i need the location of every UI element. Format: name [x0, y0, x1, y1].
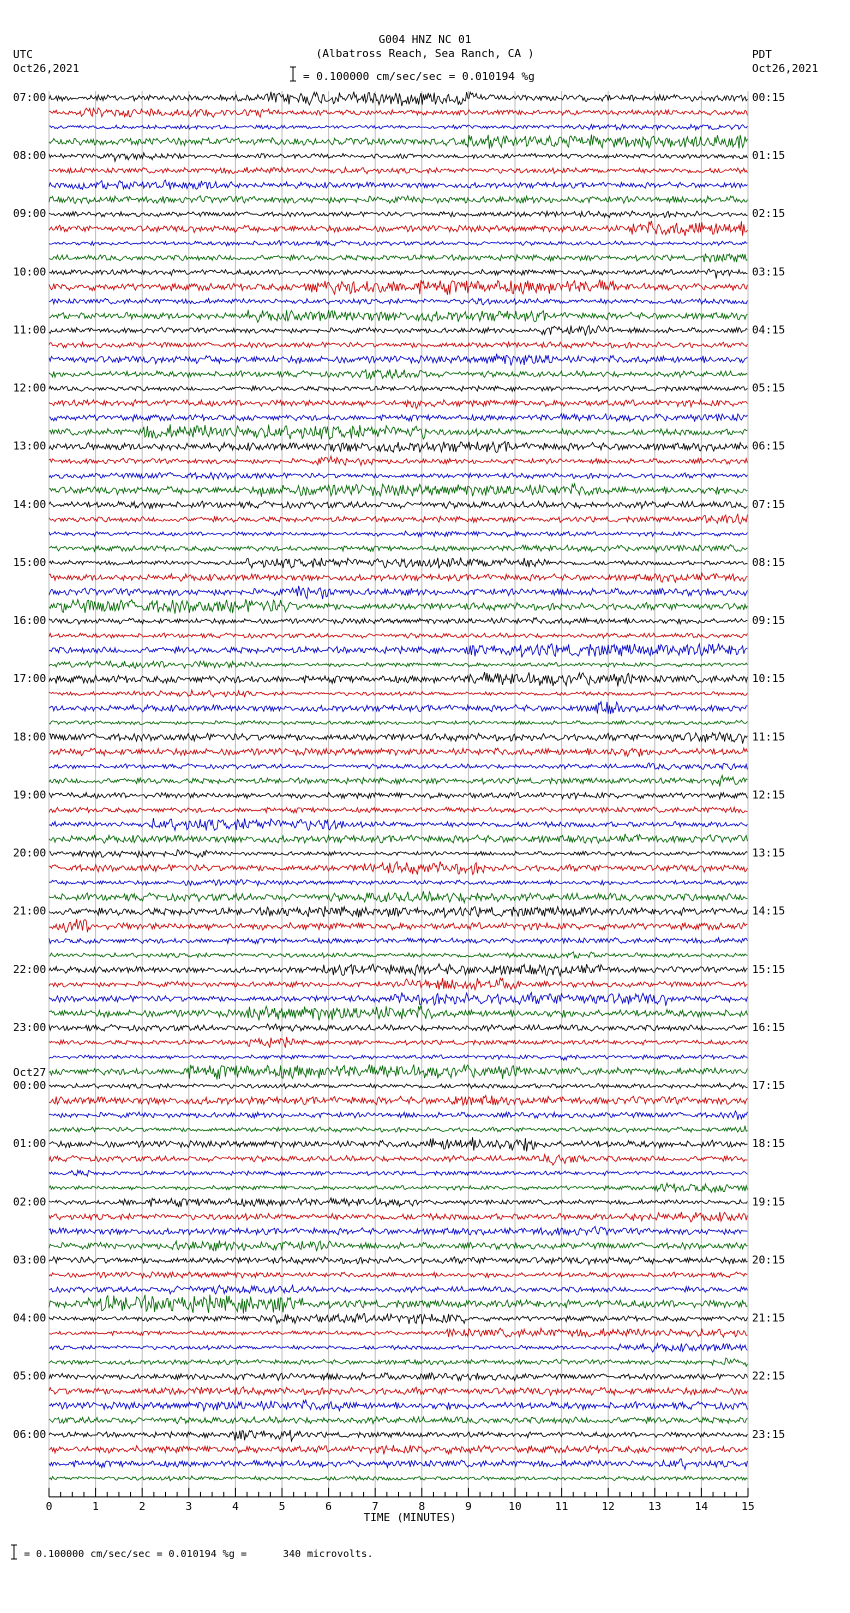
- utc-hour-label: 11:00: [13, 323, 47, 337]
- seismic-trace: [49, 180, 747, 190]
- seismic-trace: [49, 1212, 747, 1222]
- x-tick-label: 1: [92, 1499, 99, 1513]
- seismic-trace: [49, 1285, 747, 1294]
- utc-hour-labels: [13, 91, 46, 1441]
- seismic-trace: [49, 978, 747, 990]
- seismic-trace: [49, 167, 747, 174]
- seismic-trace: [49, 906, 747, 917]
- utc-hour-label: 14:00: [13, 497, 47, 511]
- seismic-trace: [49, 125, 747, 130]
- utc-hour-label: 10:00: [13, 265, 47, 279]
- x-tick-label: 0: [45, 1499, 53, 1513]
- utc-hour-label: 23:00: [13, 1020, 47, 1034]
- seismic-trace: [49, 1024, 747, 1031]
- seismic-trace: [49, 369, 747, 379]
- scale-text: = 0.100000 cm/sec/sec = 0.010194 %g: [303, 70, 535, 83]
- pdt-hour-labels: [752, 91, 785, 1441]
- seismic-trace: [49, 1064, 747, 1079]
- seismic-trace: [49, 891, 747, 903]
- utc-hour-label: 17:00: [13, 672, 47, 686]
- seismic-trace: [49, 644, 747, 658]
- seismic-trace: [49, 299, 747, 305]
- seismic-trace: [49, 919, 747, 932]
- seismic-trace: [49, 748, 747, 757]
- pdt-hour-label: 07:15: [752, 497, 786, 511]
- x-tick-label: 4: [232, 1499, 239, 1513]
- utc-hour-label: 20:00: [13, 846, 47, 860]
- pdt-hour-label: 18:15: [752, 1137, 786, 1151]
- seismic-trace: [49, 442, 747, 453]
- seismic-trace: [49, 1226, 747, 1235]
- utc-hour-label: 04:00: [13, 1311, 47, 1325]
- date-change-label: Oct27: [13, 1066, 47, 1080]
- seismic-trace: [49, 807, 747, 813]
- pdt-hour-label: 10:15: [752, 672, 786, 686]
- seismic-trace: [49, 1343, 747, 1352]
- x-tick-label: 14: [694, 1499, 709, 1513]
- utc-hour-label: 21:00: [13, 904, 47, 918]
- utc-hour-label: 06:00: [13, 1427, 47, 1441]
- pdt-hour-label: 20:15: [752, 1253, 786, 1267]
- seismic-trace: [49, 108, 747, 117]
- seismic-trace: [49, 545, 747, 552]
- pdt-hour-label: 06:15: [752, 439, 786, 453]
- pdt-hour-label: 08:15: [752, 555, 786, 569]
- footer-scale-text: = 0.100000 cm/sec/sec = 0.010194 %g = 340 microvolts.: [24, 1549, 374, 1560]
- seismic-trace: [49, 310, 747, 322]
- utc-hour-label: 01:00: [13, 1137, 47, 1151]
- seismic-trace: [49, 400, 747, 409]
- seismic-trace: [49, 1476, 747, 1481]
- x-tick-label: 8: [418, 1499, 426, 1513]
- seismic-trace: [49, 221, 747, 236]
- x-tick-label: 12: [601, 1499, 615, 1513]
- seismic-trace: [49, 586, 747, 599]
- utc-hour-label: 00:00: [13, 1079, 47, 1093]
- seismic-trace: [49, 1358, 747, 1366]
- pdt-hour-label: 12:15: [752, 788, 786, 802]
- seismic-trace: [49, 1241, 747, 1252]
- seismic-trace: [49, 1459, 747, 1469]
- seismic-traces: [49, 92, 747, 1481]
- seismic-trace: [49, 720, 747, 725]
- pdt-hour-label: 03:15: [752, 265, 786, 279]
- seismic-trace: [49, 92, 747, 107]
- seismic-trace: [49, 834, 747, 843]
- seismic-trace: [49, 472, 747, 479]
- x-tick-label: 9: [465, 1499, 472, 1513]
- x-tick-label: 15: [741, 1499, 755, 1513]
- seismic-trace: [49, 531, 747, 537]
- seismic-trace: [49, 992, 747, 1005]
- x-axis-label: TIME (MINUTES): [363, 1511, 457, 1524]
- seismic-trace: [49, 952, 747, 959]
- seismic-trace: [49, 1257, 747, 1265]
- pdt-hour-label: 11:15: [752, 730, 786, 744]
- utc-hour-label: 02:00: [13, 1195, 47, 1209]
- seismic-trace: [49, 599, 747, 614]
- left-date: Oct26,2021: [13, 62, 80, 75]
- seismic-trace: [49, 661, 747, 668]
- seismic-trace: [49, 1037, 747, 1048]
- seismic-trace: [49, 633, 747, 638]
- pdt-hour-label: 02:15: [752, 207, 786, 221]
- pdt-hour-label: 05:15: [752, 381, 786, 395]
- utc-hour-label: 16:00: [13, 614, 47, 628]
- seismic-trace: [49, 1095, 747, 1105]
- x-tick-label: 3: [185, 1499, 193, 1513]
- pdt-hour-label: 23:15: [752, 1427, 786, 1441]
- seismic-trace: [49, 1400, 747, 1411]
- pdt-hour-label: 15:15: [752, 962, 786, 976]
- seismic-trace: [49, 424, 747, 439]
- seismic-trace: [49, 1111, 747, 1120]
- seismic-trace: [49, 818, 747, 830]
- left-timezone: UTC: [13, 48, 33, 61]
- pdt-hour-label: 19:15: [752, 1195, 786, 1209]
- utc-hour-label: 15:00: [13, 555, 47, 569]
- utc-hour-label: 22:00: [13, 962, 47, 976]
- right-date: Oct26,2021: [752, 62, 819, 75]
- seismic-trace: [49, 484, 747, 497]
- seismic-trace: [49, 1126, 747, 1133]
- seismic-trace: [49, 514, 747, 524]
- utc-hour-label: 03:00: [13, 1253, 47, 1267]
- seismic-trace: [49, 1328, 747, 1337]
- x-tick-label: 11: [554, 1499, 569, 1513]
- seismic-trace: [49, 1430, 747, 1441]
- pdt-hour-label: 16:15: [752, 1020, 786, 1034]
- seismic-trace: [49, 964, 747, 976]
- seismic-trace: [49, 880, 747, 886]
- utc-hour-label: 09:00: [13, 207, 47, 221]
- pdt-hour-label: 22:15: [752, 1369, 786, 1383]
- seismic-trace: [49, 558, 747, 569]
- seismic-trace: [49, 672, 747, 686]
- seismic-trace: [49, 1295, 747, 1314]
- seismic-trace: [49, 269, 747, 279]
- pdt-hour-label: 09:15: [752, 614, 786, 628]
- location-subtitle: (Albatross Reach, Sea Ranch, CA ): [315, 47, 535, 60]
- seismic-trace: [49, 1005, 747, 1020]
- seismic-trace: [49, 1183, 747, 1192]
- seismic-trace: [49, 342, 747, 348]
- seismic-trace: [49, 1055, 747, 1060]
- pdt-hour-label: 17:15: [752, 1079, 786, 1093]
- pdt-hour-label: 14:15: [752, 904, 786, 918]
- seismic-trace: [49, 690, 747, 697]
- seismic-trace: [49, 1170, 747, 1176]
- seismic-trace: [49, 241, 747, 246]
- x-tick-label: 10: [508, 1499, 522, 1513]
- utc-hour-label: 07:00: [13, 91, 47, 104]
- utc-hour-label: 19:00: [13, 788, 47, 802]
- x-tick-label: 6: [325, 1499, 332, 1513]
- x-tick-label: 5: [278, 1499, 286, 1513]
- seismic-trace: [49, 850, 747, 858]
- x-axis: [46, 1488, 755, 1513]
- minute-gridlines: [49, 91, 748, 1492]
- footer-scale-bar-icon: [11, 1545, 17, 1559]
- x-tick-label: 7: [371, 1499, 379, 1513]
- seismic-trace: [49, 196, 747, 204]
- seismic-trace: [49, 280, 747, 295]
- seismic-trace: [49, 763, 747, 770]
- seismic-trace: [49, 1417, 747, 1424]
- seismic-trace: [49, 732, 747, 743]
- right-timezone: PDT: [752, 48, 772, 61]
- seismic-trace: [49, 1445, 747, 1454]
- pdt-hour-label: 04:15: [752, 323, 786, 337]
- x-tick-label: 13: [648, 1499, 662, 1513]
- utc-hour-label: 05:00: [13, 1369, 47, 1383]
- utc-hour-label: 12:00: [13, 381, 47, 395]
- seismic-trace: [49, 573, 747, 582]
- seismic-trace: [49, 1387, 747, 1396]
- seismic-trace: [49, 1314, 747, 1325]
- seismic-trace: [49, 456, 747, 465]
- seismic-trace: [49, 211, 747, 218]
- seismic-trace: [49, 938, 747, 944]
- station-title: G004 HNZ NC 01: [378, 33, 472, 46]
- scale-bar-icon: [290, 67, 296, 81]
- seismic-trace: [49, 792, 747, 798]
- pdt-hour-label: 00:15: [752, 91, 786, 104]
- utc-hour-label: 13:00: [13, 439, 47, 453]
- seismic-trace: [49, 386, 747, 391]
- seismic-trace: [49, 618, 747, 625]
- seismic-trace: [49, 775, 747, 786]
- seismic-trace: [49, 254, 747, 263]
- seismic-trace: [49, 1373, 747, 1381]
- seismic-trace: [49, 1137, 747, 1151]
- seismic-trace: [49, 326, 747, 336]
- seismic-trace: [49, 1155, 747, 1166]
- seismic-trace: [49, 1083, 747, 1089]
- seismic-trace: [49, 153, 747, 161]
- seismic-trace: [49, 1272, 747, 1278]
- seismic-trace: [49, 501, 747, 509]
- utc-hour-label: 18:00: [13, 730, 47, 744]
- seismic-trace: [49, 702, 747, 714]
- x-tick-label: 2: [138, 1499, 146, 1513]
- seismic-trace: [49, 1198, 747, 1207]
- pdt-hour-label: 01:15: [752, 149, 786, 163]
- seismic-trace: [49, 135, 747, 149]
- seismic-trace: [49, 414, 747, 422]
- pdt-hour-label: 21:15: [752, 1311, 786, 1325]
- seismic-trace: [49, 354, 747, 366]
- pdt-hour-label: 13:15: [752, 846, 786, 860]
- utc-hour-label: 08:00: [13, 149, 47, 163]
- seismic-trace: [49, 862, 747, 875]
